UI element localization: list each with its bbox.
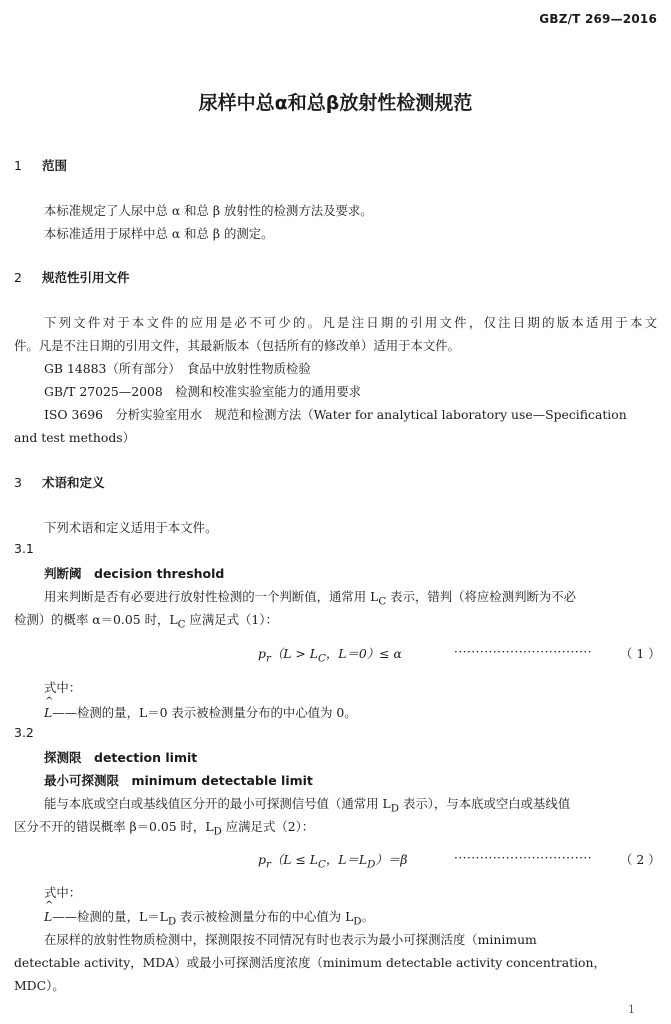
subscript: D [167,915,177,928]
formula-text: ）＝β [375,852,408,867]
subscript: D [390,802,399,815]
formula-2 [258,850,407,870]
text: 应满足式（1）： [185,612,278,627]
document-title: 尿样中总α和总β放射性检测规范 [198,92,473,114]
text: 区分不开的错误概率 β＝0.05 时，L [14,819,214,834]
paragraph-line: 件。凡是不注日期的引用文件，其最新版本（包括所有的修改单）适用于本文件。 [14,338,461,353]
l-hat-symbol: ^ L [44,705,52,720]
term-heading: 判断阈 decision threshold [44,566,225,581]
text: 应满足式（2）： [221,819,315,834]
paragraph-line [44,794,570,814]
formula-text: （L ≤ L [270,852,318,867]
section-title: 术语和定义 [42,475,105,490]
term-heading: 最小可探测限 minimum detectable limit [44,773,313,788]
subscript: C [378,595,387,608]
paragraph-line: detectable activity，MDA）或最小可探测活度浓度（minimum detectable activity concentration， [14,955,606,970]
text: 能与本底或空白或基线值区分开的最小可探测信号值（通常用 L [44,796,391,811]
text: ——检测的量，L＝L [52,909,168,924]
reference-item: ISO 3696 分析实验室用水 规范和检测方法（Water for analytical laboratory use—Specification [44,407,627,422]
subscript: C [317,652,326,665]
text: ——检测的量，L＝0 表示被检测量分布的中心值为 0。 [52,705,357,720]
section-number: 2 [14,270,22,285]
paragraph: 本标准规定了人尿中总 α 和总 β 放射性的检测方法及要求。 [44,203,373,218]
section-title: 规范性引用文件 [42,270,130,285]
subscript: D [367,858,376,871]
paragraph-line [14,817,314,837]
paragraph-line: 在尿样的放射性物质检测中，探测限按不同情况有时也表示为最小可探测活度（minimum [44,932,537,947]
subscript: D [353,915,362,928]
reference-item: GB/T 27025—2008 检测和校准实验室能力的通用要求 [44,384,361,399]
reference-item: GB 14883（所有部分） 食品中放射性物质检验 [44,361,311,376]
paragraph-line: 下列文件对于本文件的应用是必不可少的。凡是注日期的引用文件，仅注日期的版本适用于本文 [44,315,657,330]
formula-text: （L > L [270,646,318,661]
formula-text: ，L＝0）≤ α [325,646,402,661]
clause-number: 3.1 [14,541,34,556]
text: 检测）的概率 α＝0.05 时，L [14,612,178,627]
section-2-heading [14,268,130,286]
formula-1 [258,644,402,664]
where-label: 式中： [44,680,82,695]
leader-dots: ································ [454,645,593,659]
paragraph: 本标准适用于尿样中总 α 和总 β 的测定。 [44,226,274,241]
paragraph-line: MDC）。 [14,978,65,993]
definition-line [44,703,357,721]
section-number: 1 [14,158,22,173]
formula-text: ，L＝L [325,852,368,867]
definition-line [44,907,374,927]
subscript: r [265,858,271,871]
subscript: r [265,652,271,665]
leader-dots: ································ [454,851,593,865]
where-label: 式中： [44,885,82,900]
section-number: 3 [14,475,22,490]
section-title: 范围 [42,158,68,173]
page-number: 1 [628,1003,635,1016]
subscript: C [317,858,326,871]
standard-number: GBZ/T 269—2016 [539,12,657,26]
paragraph-line [44,587,576,607]
term-heading: 探测限 detection limit [44,750,198,765]
text: 表示被检测量分布的中心值为 L [176,909,354,924]
subscript: C [177,618,186,631]
paragraph: 下列术语和定义适用于本文件。 [44,520,218,535]
section-3-heading [14,473,105,491]
equation-number: （ 2 ） [620,852,661,867]
clause-number: 3.2 [14,725,34,740]
reference-item-continued: and test methods） [14,430,136,445]
equation-number: （ 1 ） [620,646,661,661]
text: 表示，错判（将应检测判断为不必 [386,589,577,604]
formula-symbol: p [258,852,266,867]
l-hat-symbol: ^ L [44,909,52,924]
formula-symbol: p [258,646,266,661]
text: 。 [361,909,374,924]
paragraph-line [14,610,278,630]
text: 用来判断是否有必要进行放射性检测的一个判断值，通常用 L [44,589,379,604]
text: 表示），与本底或空白或基线值 [399,796,571,811]
section-1-heading [14,156,67,174]
subscript: D [213,825,222,838]
